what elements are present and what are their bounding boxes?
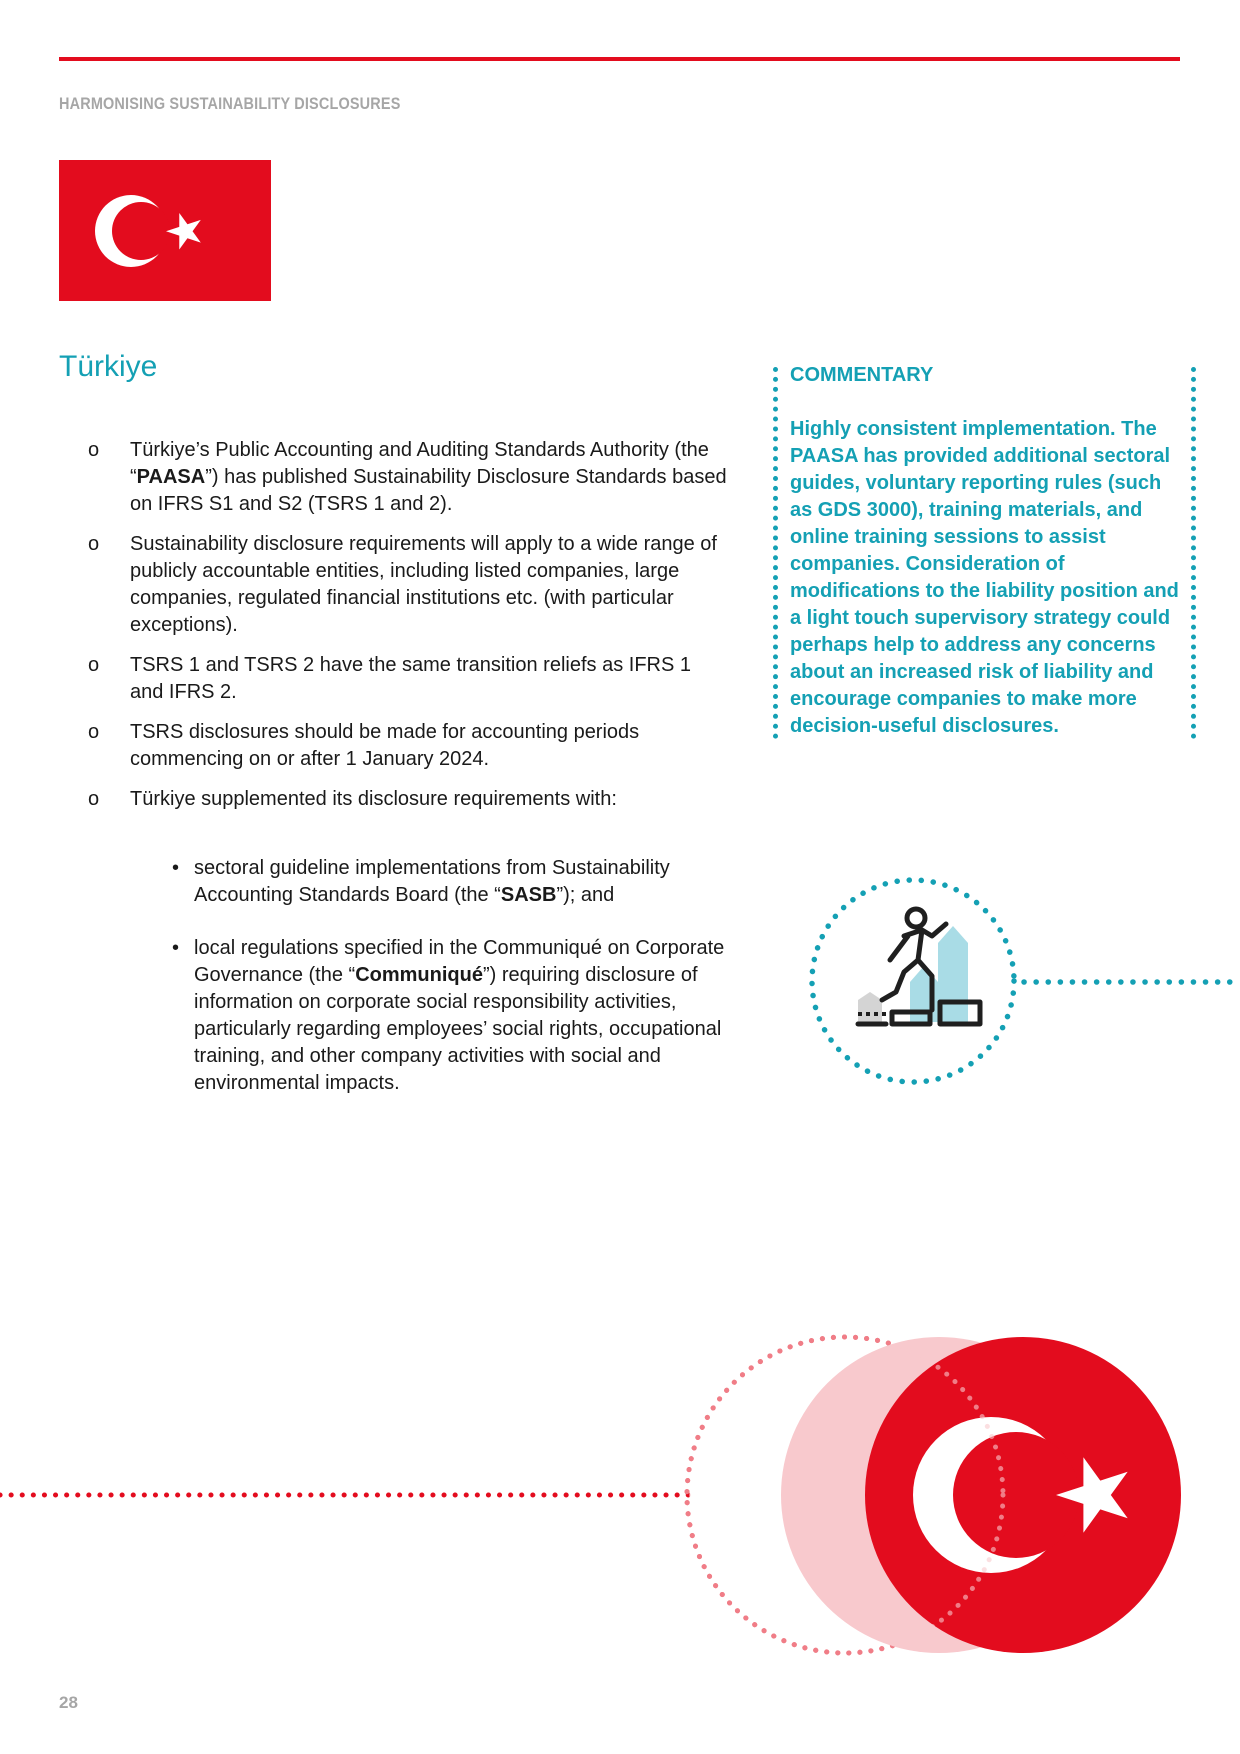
bullet-marker: o [88, 533, 100, 555]
sub-list-item: • sectoral guideline implementations from Sustainability Accounting Standards Board (the “SASB”); and [172, 857, 670, 906]
turkey-flag-icon [59, 160, 271, 301]
list-item: o Sustainability disclosure requirements will apply to a wide range of publicly accountable entities, including listed companies, large companies, regulated financial institutions etc. (with particular exceptions). [88, 533, 717, 636]
bullet-marker: o [88, 788, 100, 810]
country-title: Türkiye [59, 350, 158, 383]
sub-list [130, 855, 728, 1097]
turkey-flag-circle-icon [0, 1320, 1240, 1674]
sub-bullet-marker: • [172, 937, 180, 959]
bullet-marker: o [88, 654, 100, 676]
dotted-border-right [1191, 367, 1196, 739]
sub-list-item: • local regulations specified in the Communiqué on Corporate Governance (the “Communiqué”) requiring disclosure of information on corporate social responsibility activities, particularly regarding employees’ social rights, occupational training, and other company activities with social and environmental impacts. [172, 937, 725, 1094]
running-header: HARMONISING SUSTAINABILITY DISCLOSURES [59, 94, 401, 113]
disclosure-list [88, 437, 728, 1123]
list-item: o TSRS 1 and TSRS 2 have the same transition reliefs as IFRS 1 and IFRS 2. [88, 654, 691, 703]
sub-bullet-marker: • [172, 857, 180, 879]
header-rule [59, 57, 1180, 61]
list-item: o Türkiye supplemented its disclosure requirements with: • sectoral guideline implementations from Sustainability Accounting Standards Board (the “SASB”); and • local regulations specified in the Communiqué on Corporate Governance (the “Communiqué”) requiring disclosure of information on corporate social responsibility activities, particularly regarding employees’ social rights, occupational training, and other company activities with social and environmental impacts. [88, 786, 728, 1097]
list-item: o Türkiye’s Public Accounting and Auditing Standards Authority (the “PAASA”) has published Sustainability Disclosure Standards based on IFRS S1 and S2 (TSRS 1 and 2). [88, 439, 727, 515]
dotted-border-left [773, 367, 778, 739]
commentary-box [773, 361, 1196, 735]
bullet-marker: o [88, 439, 100, 461]
page-number: 28 [59, 1693, 78, 1712]
list-item: o TSRS disclosures should be made for accounting periods commencing on or after 1 January 2024. [88, 721, 640, 770]
person-climbing-steps-icon [800, 868, 1240, 1094]
commentary-heading: COMMENTARY [790, 364, 934, 386]
commentary-body: Highly consistent implementation. The PAASA has provided additional sectoral guides, voluntary reporting rules (such as GDS 3000), training materials, and online training sessions to assist companies. Consideration of modifications to the liability position and a light touch supervisory strategy could perhaps help to address any concerns about an increased risk of liability and encourage companies to make more decision-useful disclosures. [790, 418, 1179, 737]
bullet-marker: o [88, 721, 100, 743]
